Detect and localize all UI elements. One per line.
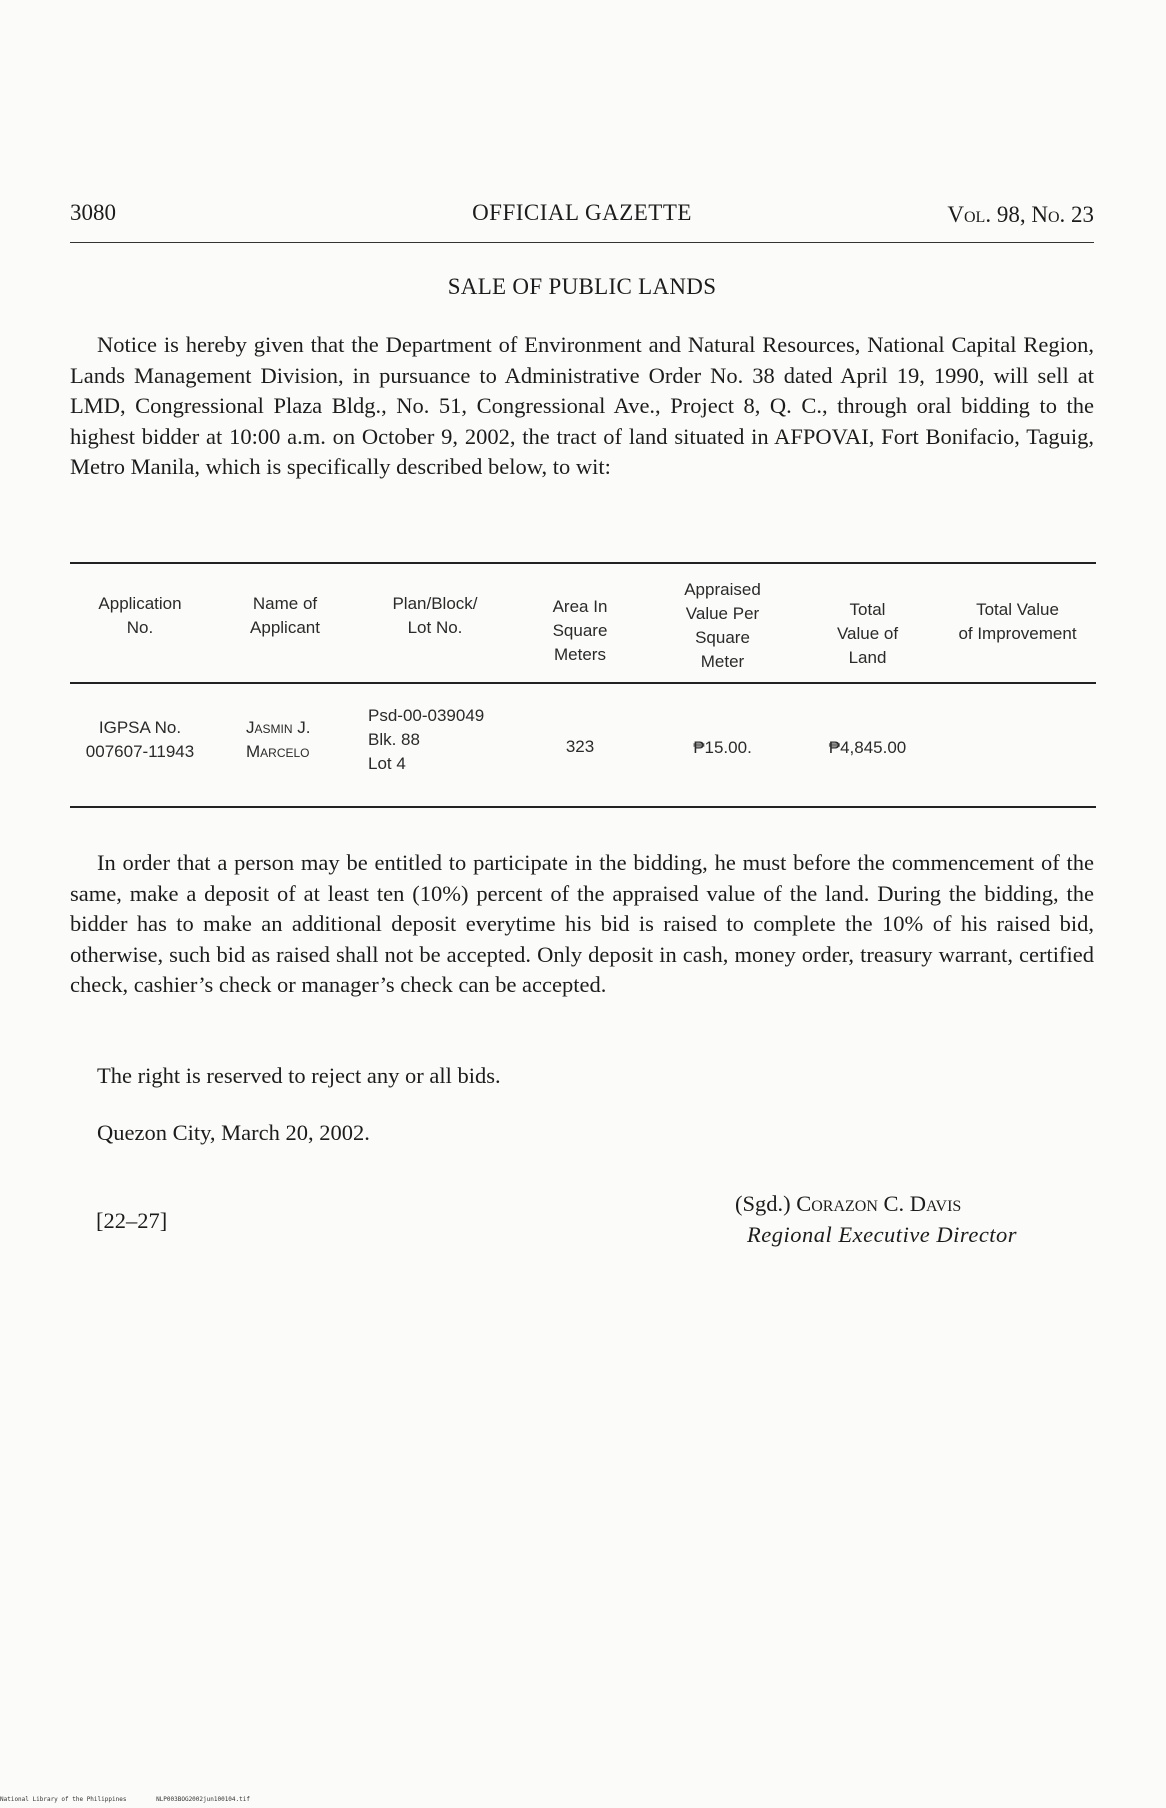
scan-file: NLP003BOG2002jun100104.tif — [156, 1796, 250, 1803]
reference-code: [22–27] — [96, 1208, 168, 1233]
table-bottom-rule — [70, 806, 1096, 808]
signatory-title: Regional Executive Director — [747, 1222, 1018, 1247]
cell-area: 323 — [565, 737, 595, 756]
header-plan-block-lot: Plan/Block/ Lot No. — [392, 594, 478, 637]
header-rule — [70, 242, 1094, 243]
scan-library: National Library of the Philippines — [0, 1796, 127, 1803]
publication-title: OFFICIAL GAZETTE — [472, 200, 692, 225]
cell-plan-block-lot: Psd-00-039049 Blk. 88 Lot 4 — [368, 706, 485, 773]
header-appraised-value: Appraised Value Per Square Meter — [684, 580, 761, 671]
page-number: 3080 — [70, 200, 116, 225]
cell-appraised-value: ₱15.00. — [693, 738, 752, 757]
header-application-no: Application No. — [98, 594, 182, 637]
deposit-paragraph: In order that a person may be entitled to participate in the bidding, he must before the commencement of the same, make a deposit of at least ten (10%) percent of the appraised value of the land. During the bidding, the bidder has to make an additional deposit everytime his bid is raised to complete the 10% of his raised bid, otherwise, such bid as raised shall not be accepted. Only deposit in cash, money order, treasury warrant, certified check, cashier’s check or manager’s check can be accepted. — [70, 850, 1094, 997]
table-header-rule — [70, 682, 1096, 684]
section-title: SALE OF PUBLIC LANDS — [447, 274, 717, 299]
notice-paragraph: Notice is hereby given that the Department of Environment and Natural Resources, National Capital Region, Lands Management Division, in pursuance to Administrative Order No. 38 dated April 19, 1990, will sell at LMD, Congressional Plaza Bldg., No. 51, Congressional Ave., Project 8, Q. C., through oral bidding to the highest bidder at 10:00 a.m. on October 9, 2002, the tract of land situated in AFPOVAI, Fort Bonifacio, Taguig, Metro Manila, which is specifically described below, to wit: — [70, 332, 1094, 479]
cell-total-value-land: ₱4,845.00 — [828, 738, 907, 757]
reservation-paragraph: The right is reserved to reject any or all bids. — [97, 1063, 501, 1088]
cell-application-no: IGPSA No. 007607-11943 — [85, 718, 195, 761]
header-total-value-improvement: Total Value of Improvement — [958, 600, 1077, 643]
signatory-line — [735, 1188, 1065, 1219]
header-name-of-applicant: Name of Applicant — [250, 594, 320, 637]
signature-block — [735, 1188, 1065, 1250]
table-top-rule — [70, 562, 1096, 564]
header-area: Area In Square Meters — [552, 597, 608, 664]
page-header — [70, 200, 1094, 236]
volume-number: Vol. 98, No. 23 — [947, 202, 1094, 227]
scan-footer — [0, 1796, 276, 1803]
header-total-value-land: Total Value of Land — [836, 600, 899, 667]
place-date: Quezon City, March 20, 2002. — [97, 1120, 370, 1145]
signatory-name: Corazon C. Davis — [796, 1191, 962, 1216]
cell-name-of-applicant: Jasmin J. Marcelo — [246, 718, 311, 761]
signed-prefix: (Sgd.) — [735, 1191, 791, 1216]
